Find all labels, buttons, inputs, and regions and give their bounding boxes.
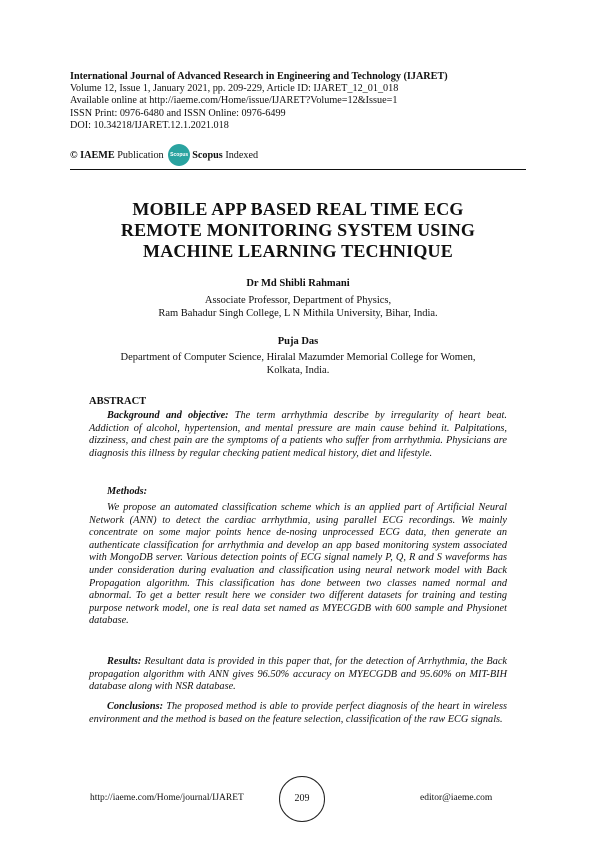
paper-title	[70, 199, 526, 262]
abstract-results	[89, 656, 507, 694]
title-line: REMOTE MONITORING SYSTEM USING	[120, 220, 476, 240]
abstract-conclusions	[89, 701, 507, 726]
author-name: Dr Md Shibli Rahmani	[246, 278, 350, 289]
footer-email[interactable]: editor@iaeme.com	[420, 793, 493, 803]
author-block-1	[70, 277, 526, 320]
author-affiliation: Kolkata, India.	[266, 365, 330, 376]
abstract-methods	[89, 502, 507, 628]
results-label: Results:	[107, 656, 142, 667]
doi-info[interactable]: DOI: 10.34218/IJARET.12.1.2021.018	[70, 119, 229, 131]
scopus-logo-icon: Scopus	[168, 144, 190, 166]
author-affiliation: Ram Bahadur Singh College, L N Mithila University, Bihar, India.	[158, 308, 438, 319]
journal-header	[70, 71, 448, 132]
publisher-row	[70, 150, 258, 174]
page-number: 209	[279, 776, 325, 822]
issn-info: ISSN Print: 0976-6480 and ISSN Online: 0976-6499	[70, 107, 286, 119]
author-name: Puja Das	[277, 336, 319, 347]
conclusions-text: The proposed method is able to provide perfect diagnosis of the heart in wireless environment and the method is based on the feature selection, classification of the raw ECG signals.	[89, 701, 507, 725]
footer-url[interactable]: http://iaeme.com/Home/journal/IJARET	[90, 793, 244, 803]
title-line: MACHINE LEARNING TECHNIQUE	[143, 241, 453, 261]
background-text: The term arrhythmia describe by irregularity of heart beat. Addiction of alcohol, hypertension, and mental pressure are main cause behind it. Palpitations, dizziness, and chest pain are the symptoms of a patients who suffer from arrhythmia. Physicians are diagnosis this illness by regular checking patient medical history, diet and lifestyle.	[89, 410, 507, 459]
methods-label: Methods:	[107, 486, 148, 497]
title-line: MOBILE APP BASED REAL TIME ECG	[132, 199, 464, 219]
conclusions-label: Conclusions:	[107, 701, 164, 712]
online-link[interactable]: Available online at http://iaeme.com/Home/issue/IJARET?Volume=12&Issue=1	[70, 95, 398, 107]
volume-info: Volume 12, Issue 1, January 2021, pp. 209-229, Article ID: IJARET_12_01_018	[70, 83, 399, 95]
results-text: Resultant data is provided in this paper that, for the detection of Arrhythmia, the Back propagation algorithm with ANN gives 96.50% accuracy on MYECGDB and 95.60% on MIT-BIH database along with NSR database.	[89, 656, 507, 693]
header-divider	[70, 169, 526, 170]
indexed-label: Indexed	[222, 150, 259, 161]
background-label: Background and objective:	[107, 410, 229, 421]
journal-name: International Journal of Advanced Research in Engineering and Technology (IJARET)	[70, 71, 448, 82]
abstract-methods-heading	[89, 486, 507, 499]
publisher-word: Publication	[114, 150, 167, 161]
author-affiliation: Department of Computer Science, Hiralal Mazumder Memorial College for Women,	[120, 352, 476, 363]
abstract-background	[89, 410, 507, 460]
methods-text: We propose an automated classification scheme which is an applied part of Artificial Neural Network (ANN) to detect the cardiac arrhythmia, using parallel ECG recordings. We mainly concentrate on some major points hence de-nosing unprocessed ECG data, then generate an authenticate classification for arrhythmia and develop an app based monitoring system associated with MongoDB server. Various detection points of ECG signal namely P, Q, R and S waveforms has under consideration during evaluation and classification using neural network model with Back Propagation algorithm. This classification has done between two classes named normal and abnormal. To get a better result here we consider two different datasets for training and testing purpose network model, one is real data set named as MYECGDB with 600 sample and Physionet database.	[89, 502, 507, 627]
author-block-2	[70, 335, 526, 377]
scopus-label: Scopus	[192, 150, 223, 161]
publisher-copyright: © IAEME	[70, 150, 115, 161]
author-affiliation: Associate Professor, Department of Physics,	[204, 295, 392, 306]
abstract-heading: ABSTRACT	[89, 396, 147, 407]
